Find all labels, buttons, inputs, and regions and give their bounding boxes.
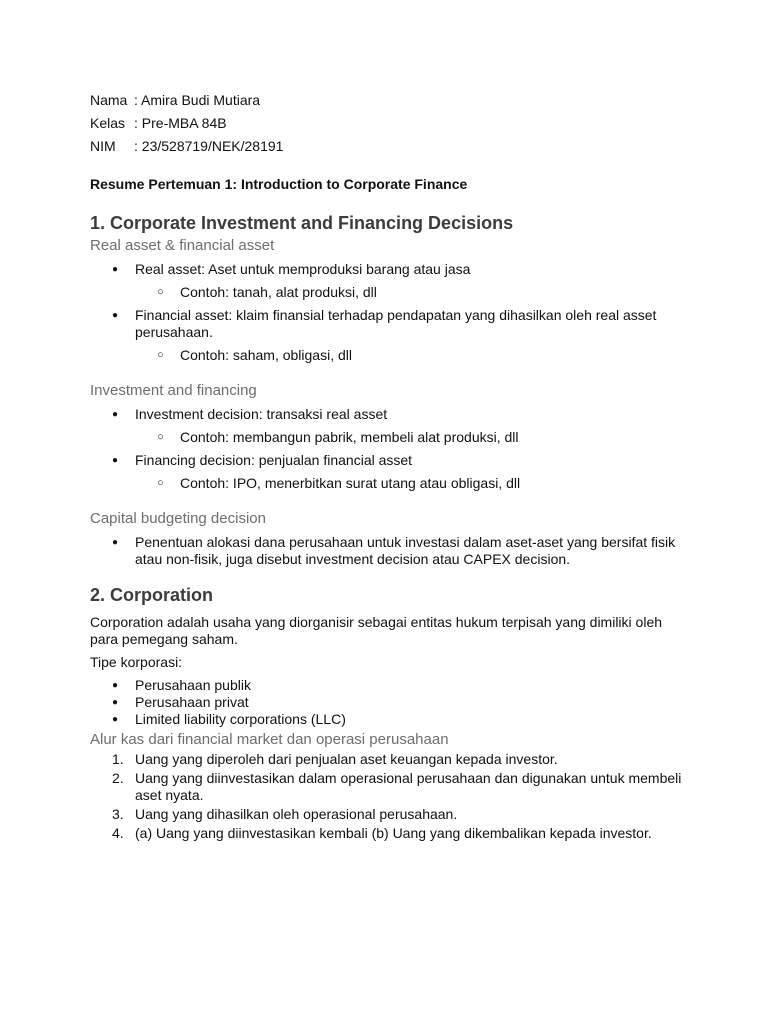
list-item — [90, 770, 690, 804]
subheading-real-financial-asset: Real asset & financial asset — [90, 237, 275, 254]
resume-title: Resume Pertemuan 1: Introduction to Corporate Finance — [90, 176, 468, 192]
document-page — [90, 91, 690, 842]
info-label: Kelas — [90, 115, 126, 131]
list-number: 2. — [112, 770, 124, 786]
subheading-cash-flow: Alur kas dari financial market dan operasi perusahaan — [90, 731, 449, 748]
sub-list-item: ○ Contoh: IPO, menerbitkan surat utang atau obligasi, dll — [90, 475, 690, 492]
list-item-text: Investment decision: transaksi real asset — [135, 406, 388, 422]
numbered-list — [90, 751, 690, 842]
bullet-list — [90, 534, 690, 568]
info-row-kelas — [90, 114, 690, 137]
list-item: ● Perusahaan privat — [90, 694, 690, 711]
list-number: 1. — [112, 751, 124, 767]
list-item — [90, 806, 690, 823]
list-item-text: Uang yang diinvestasikan dalam operasional perusahaan dan digunakan untuk membeli aset nyata. — [135, 770, 682, 803]
list-item-text: Financing decision: penjualan financial asset — [135, 452, 413, 468]
info-label: Nama — [90, 92, 128, 108]
list-item — [90, 261, 690, 301]
list-item-text: Financial asset: klaim finansial terhadap pendapatan yang dihasilkan oleh real asset perusahaan. — [135, 307, 657, 340]
list-item — [90, 825, 690, 842]
list-item — [90, 751, 690, 768]
list-item-text: (a) Uang yang diinvestasikan kembali (b) Uang yang dikembalikan kepada investor. — [135, 825, 652, 841]
sub-list — [135, 429, 690, 446]
section-2-heading: 2. Corporation — [90, 585, 214, 605]
list-item: ● Perusahaan publik — [90, 677, 690, 694]
sub-list-item: ○ Contoh: membangun pabrik, membeli alat produksi, dll — [90, 429, 690, 446]
corporation-types-list — [90, 677, 690, 728]
sub-list — [135, 347, 690, 364]
list-item-text: Uang yang dihasilkan oleh operasional perusahaan. — [135, 806, 458, 822]
sub-list — [135, 475, 690, 492]
bullet-list — [90, 261, 690, 364]
list-item: ● Limited liability corporations (LLC) — [90, 711, 690, 728]
corporation-paragraph: Corporation adalah usaha yang diorganisir sebagai entitas hukum terpisah yang dimiliki oleh para pemegang saham. — [90, 614, 663, 647]
subheading-investment-financing: Investment and financing — [90, 382, 257, 399]
list-number: 4. — [112, 825, 124, 841]
section-1-heading: 1. Corporate Investment and Financing Decisions — [90, 213, 514, 233]
list-item — [90, 307, 690, 364]
list-item-text: Uang yang diperoleh dari penjualan aset keuangan kepada investor. — [135, 751, 558, 767]
info-value: : 23/528719/NEK/28191 — [134, 138, 284, 154]
info-row-nama — [90, 91, 690, 114]
list-number: 3. — [112, 806, 124, 822]
sub-list-item: ○ Contoh: saham, obligasi, dll — [90, 347, 690, 364]
list-item: ● Penentuan alokasi dana perusahaan untuk investasi dalam aset-aset yang bersifat fisik atau non-fisik, juga disebut investment decision atau CAPEX decision. — [90, 534, 690, 568]
tipe-korporasi-label: Tipe korporasi: — [90, 654, 183, 670]
student-info — [90, 91, 690, 160]
info-label: NIM — [90, 138, 116, 154]
info-row-nim — [90, 137, 690, 160]
bullet-list — [90, 406, 690, 492]
info-value: : Pre-MBA 84B — [134, 115, 227, 131]
list-item — [90, 452, 690, 492]
sub-list-item: ○ Contoh: tanah, alat produksi, dll — [90, 284, 690, 301]
list-item-text: Real asset: Aset untuk memproduksi barang atau jasa — [135, 261, 471, 277]
sub-list — [135, 284, 690, 301]
list-item — [90, 406, 690, 446]
info-value: : Amira Budi Mutiara — [134, 92, 261, 108]
subheading-capital-budgeting: Capital budgeting decision — [90, 510, 266, 527]
